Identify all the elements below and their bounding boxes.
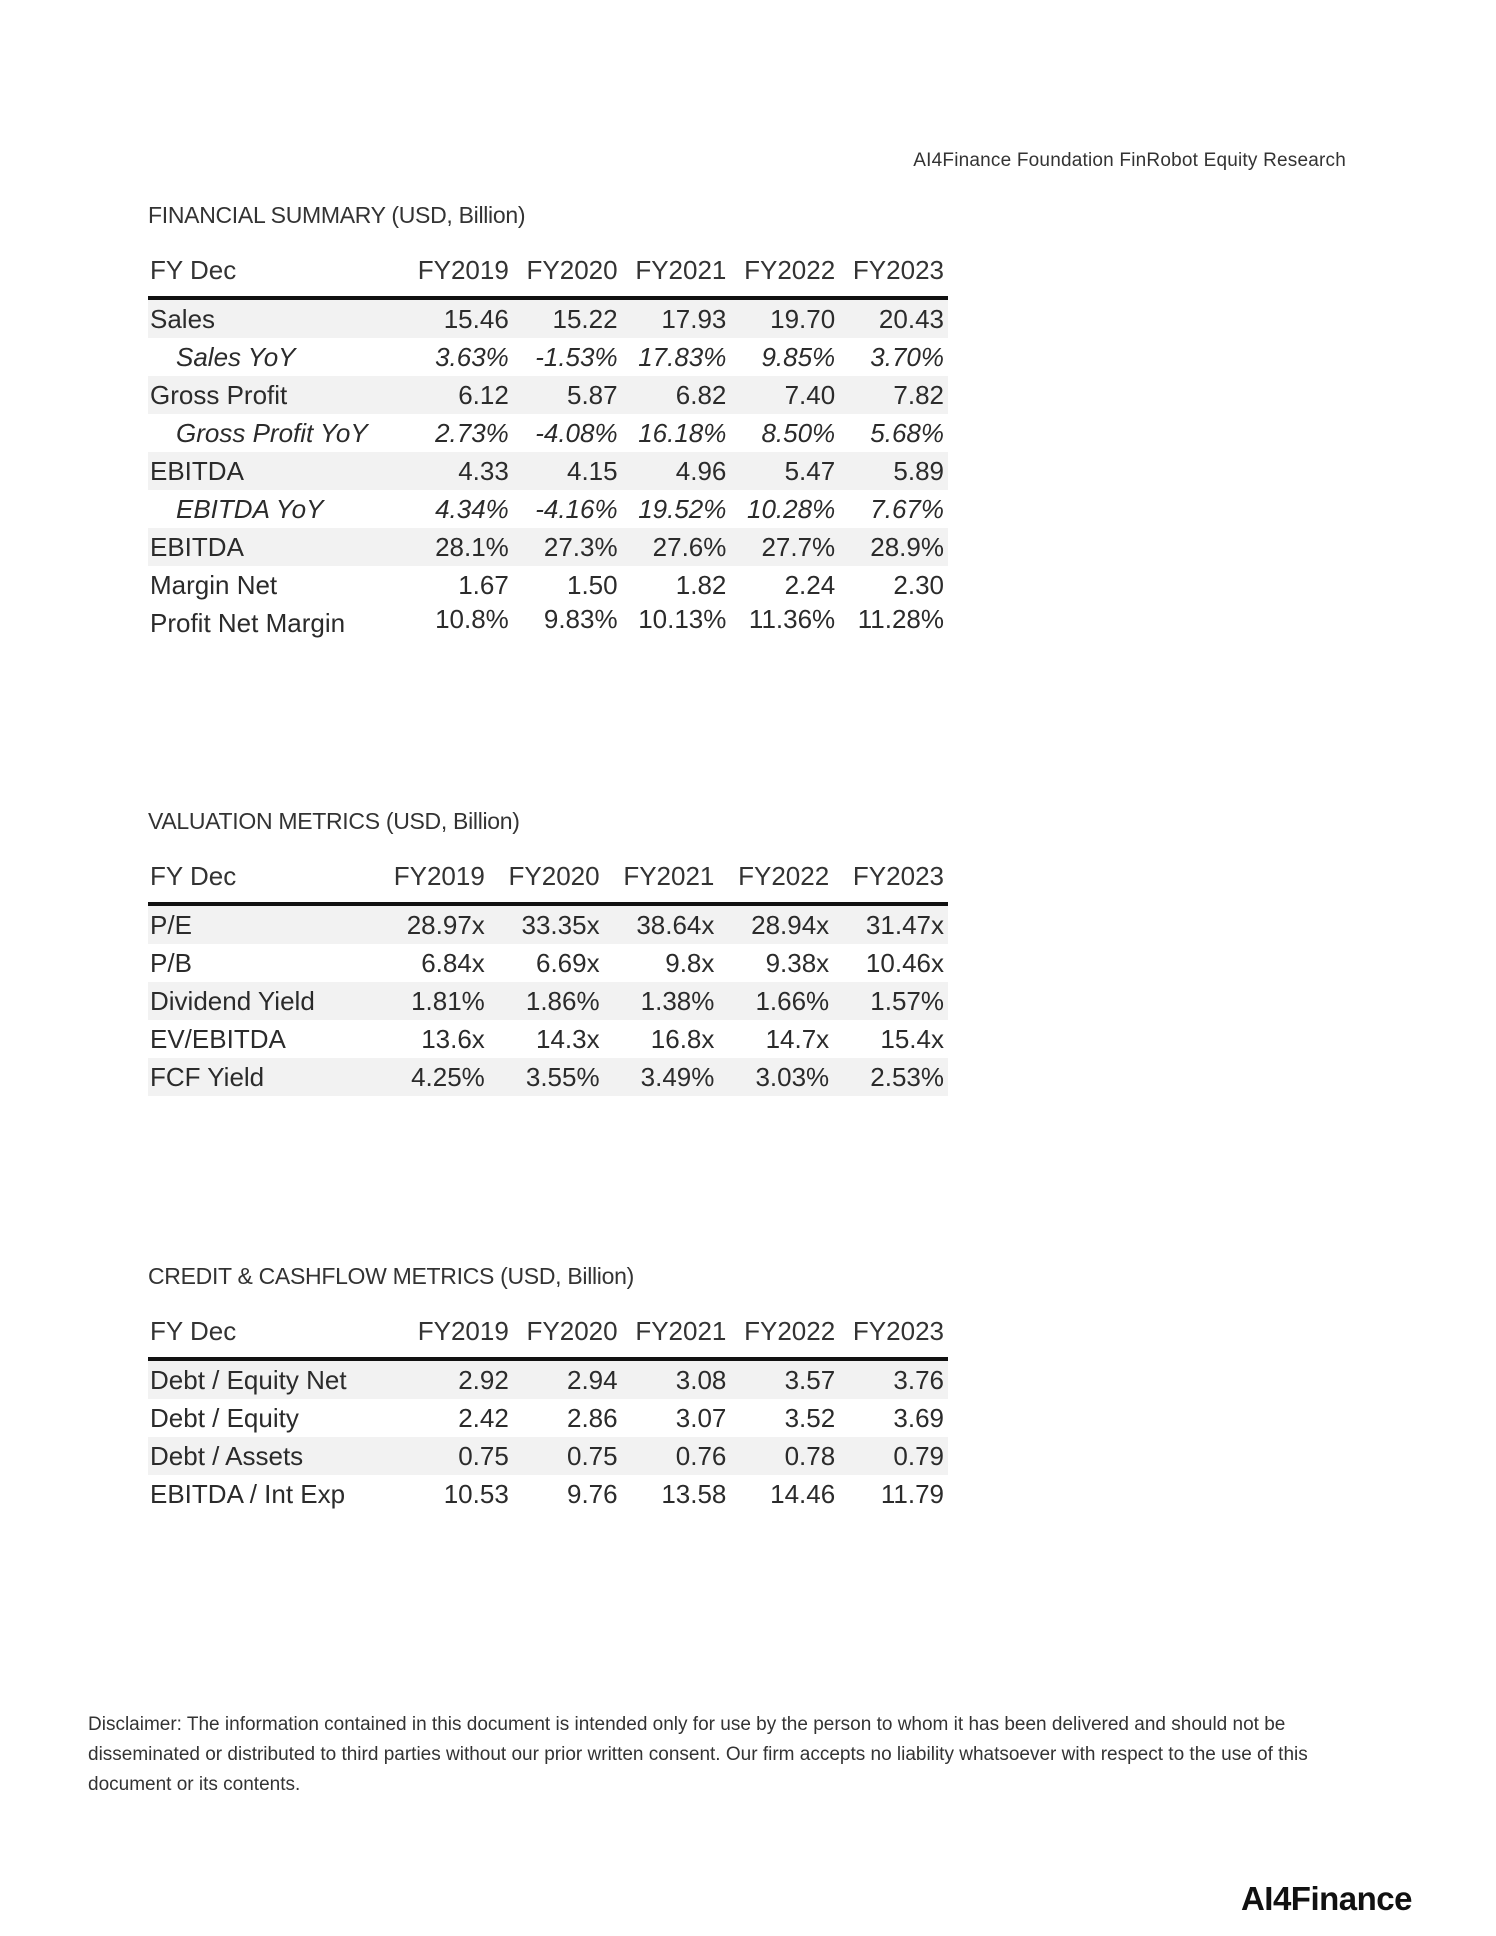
table-cell: 20.43 <box>839 298 948 338</box>
table-cell: 5.68% <box>870 417 944 448</box>
table-cell: 10.53 <box>443 1478 509 1509</box>
column-header: FY2022 <box>730 1308 839 1359</box>
table-cell: 3.69 <box>893 1402 944 1433</box>
table-row <box>148 1475 948 1513</box>
table-cell: 16.8x <box>650 1023 715 1054</box>
table-header-row <box>148 853 948 904</box>
column-header: FY2023 <box>833 853 948 904</box>
table-cell: 13.58 <box>661 1478 727 1509</box>
table-cell: 28.9% <box>839 528 948 566</box>
table-cell: 2.53% <box>833 1058 948 1096</box>
column-header: FY2020 <box>513 247 622 298</box>
table-cell: 3.03% <box>718 1058 833 1096</box>
table-cell: 4.15 <box>513 452 622 490</box>
row-label: Gross Profit YoY <box>176 417 368 448</box>
table-row <box>148 414 948 452</box>
row-label: Margin Net <box>150 569 278 600</box>
table-cell: 1.67 <box>458 569 509 600</box>
section-title: VALUATION METRICS (USD, Billion) <box>148 808 520 834</box>
table-cell: 10.46x <box>865 947 944 978</box>
table-cell: 10.8% <box>435 604 509 634</box>
table-cell: 38.64x <box>604 904 719 944</box>
table-cell: 16.18% <box>638 417 727 448</box>
row-label: P/E <box>148 904 374 944</box>
table-header-row <box>148 247 948 298</box>
table-cell: 2.24 <box>784 569 836 600</box>
row-label: Debt / Assets <box>148 1437 404 1475</box>
table-cell: 3.76 <box>839 1359 948 1399</box>
table-row <box>148 1437 948 1475</box>
row-label: EBITDA / Int Exp <box>150 1478 346 1509</box>
table-cell: 11.79 <box>880 1478 944 1509</box>
table-row <box>148 1399 948 1437</box>
table-cell: 0.78 <box>730 1437 839 1475</box>
table-cell: 14.7x <box>765 1023 830 1054</box>
table-cell: 9.38x <box>765 947 830 978</box>
table-cell: 13.6x <box>421 1023 485 1054</box>
section-title: CREDIT & CASHFLOW METRICS (USD, Billion) <box>148 1263 634 1289</box>
table-cell: 9.8x <box>665 947 715 978</box>
table-cell: 3.07 <box>675 1402 727 1433</box>
table-cell: -4.08% <box>535 417 618 448</box>
table-cell: 19.70 <box>730 298 839 338</box>
table-cell: 15.4x <box>880 1023 944 1054</box>
table-row <box>148 1359 948 1399</box>
table-cell: 28.94x <box>718 904 833 944</box>
table-cell: -1.53% <box>535 341 618 372</box>
column-header: FY2021 <box>604 853 719 904</box>
table-cell: 5.47 <box>730 452 839 490</box>
row-label: EBITDA <box>148 452 404 490</box>
table-cell: 4.34% <box>435 493 509 524</box>
column-header: FY2019 <box>404 1308 513 1359</box>
valuation-metrics-table <box>148 853 948 1096</box>
row-label: EBITDA <box>148 528 404 566</box>
column-header: FY2023 <box>839 1308 948 1359</box>
table-cell: 11.28% <box>857 604 944 634</box>
table-cell: 6.69x <box>535 947 600 978</box>
table-cell: 0.79 <box>839 1437 948 1475</box>
table-cell: 1.66% <box>718 982 833 1020</box>
table-cell: 27.3% <box>513 528 622 566</box>
table-cell: 31.47x <box>833 904 948 944</box>
column-header: FY2022 <box>718 853 833 904</box>
column-header: FY2019 <box>404 247 513 298</box>
table-cell: 27.7% <box>730 528 839 566</box>
table-cell: 2.92 <box>404 1359 513 1399</box>
table-cell: 33.35x <box>489 904 604 944</box>
column-header: FY2019 <box>374 853 489 904</box>
table-cell: 0.75 <box>404 1437 513 1475</box>
table-cell: 28.1% <box>404 528 513 566</box>
table-cell: 15.46 <box>404 298 513 338</box>
table-cell: 3.08 <box>622 1359 731 1399</box>
table-cell: 5.89 <box>839 452 948 490</box>
table-row <box>148 566 948 604</box>
credit-cashflow-table <box>148 1308 948 1513</box>
table-cell: 6.12 <box>404 376 513 414</box>
section-title: FINANCIAL SUMMARY (USD, Billion) <box>148 202 526 228</box>
table-cell: 17.83% <box>638 341 727 372</box>
table-cell: 19.52% <box>638 493 727 524</box>
table-cell: -4.16% <box>535 493 618 524</box>
table-cell: 2.94 <box>513 1359 622 1399</box>
column-header: FY2020 <box>489 853 604 904</box>
column-header: FY Dec <box>148 247 404 298</box>
table-cell: 14.3x <box>535 1023 600 1054</box>
table-cell: 28.97x <box>374 904 489 944</box>
table-row <box>148 338 948 376</box>
table-cell: 7.82 <box>839 376 948 414</box>
table-cell: 5.87 <box>513 376 622 414</box>
table-header-row <box>148 1308 948 1359</box>
table-row <box>148 376 948 414</box>
column-header: FY2022 <box>730 247 839 298</box>
table-cell: 1.50 <box>566 569 618 600</box>
financial-summary-section <box>148 202 948 642</box>
table-cell: 7.67% <box>870 493 944 524</box>
table-cell: 1.86% <box>489 982 604 1020</box>
column-header: FY2020 <box>513 1308 622 1359</box>
table-cell: 4.25% <box>374 1058 489 1096</box>
table-cell: 1.57% <box>833 982 948 1020</box>
table-cell: 2.42 <box>458 1402 509 1433</box>
table-row <box>148 1058 948 1096</box>
table-cell: 4.33 <box>404 452 513 490</box>
table-cell: 8.50% <box>761 417 836 448</box>
table-row <box>148 490 948 528</box>
column-header: FY2023 <box>839 247 948 298</box>
row-label: FCF Yield <box>148 1058 374 1096</box>
table-cell: 1.38% <box>604 982 719 1020</box>
table-cell: 2.30 <box>893 569 944 600</box>
table-cell: 10.28% <box>747 493 836 524</box>
table-row <box>148 452 948 490</box>
row-label: Gross Profit <box>148 376 404 414</box>
table-cell: 6.84x <box>421 947 485 978</box>
table-cell: 9.83% <box>543 604 618 634</box>
table-cell: 1.82 <box>675 569 727 600</box>
row-label: EV/EBITDA <box>150 1023 286 1054</box>
column-header: FY2021 <box>622 1308 731 1359</box>
row-label: Profit Net Margin <box>150 608 346 638</box>
table-cell: 4.96 <box>622 452 731 490</box>
table-cell: 3.55% <box>489 1058 604 1096</box>
financial-summary-table <box>148 247 948 642</box>
table-cell: 10.13% <box>638 604 727 634</box>
row-label: Sales <box>148 298 404 338</box>
table-cell: 3.49% <box>604 1058 719 1096</box>
row-label: P/B <box>150 947 192 978</box>
table-cell: 3.70% <box>870 341 944 372</box>
table-cell: 3.52 <box>784 1402 836 1433</box>
table-cell: 3.63% <box>435 341 509 372</box>
table-cell: 3.57 <box>730 1359 839 1399</box>
column-header: FY Dec <box>148 1308 404 1359</box>
row-label: Dividend Yield <box>148 982 374 1020</box>
table-cell: 27.6% <box>622 528 731 566</box>
table-row <box>148 528 948 566</box>
report-header: AI4Finance Foundation FinRobot Equity Research <box>913 150 1346 171</box>
table-row <box>148 1020 948 1058</box>
table-row <box>148 982 948 1020</box>
table-cell: 17.93 <box>622 298 731 338</box>
table-row <box>148 904 948 944</box>
table-row <box>148 944 948 982</box>
table-cell: 1.81% <box>374 982 489 1020</box>
disclaimer-text: Disclaimer: The information contained in this document is intended only for use by the person to whom it has been delivered and should not be disseminated or distributed to third parties without our prior written consent. Our firm accepts no liability whatsoever with respect to the use of this document or its contents. <box>88 1714 1308 1795</box>
table-cell: 0.75 <box>513 1437 622 1475</box>
table-row <box>148 298 948 338</box>
column-header: FY Dec <box>148 853 374 904</box>
brand-logo: AI4Finance <box>1240 1880 1412 1917</box>
column-header: FY2021 <box>622 247 731 298</box>
table-row <box>148 604 948 642</box>
table-cell: 11.36% <box>748 604 836 634</box>
table-cell: 2.86 <box>566 1402 618 1433</box>
table-cell: 7.40 <box>730 376 839 414</box>
row-label: Debt / Equity <box>150 1402 299 1433</box>
row-label: Debt / Equity Net <box>148 1359 404 1399</box>
table-cell: 6.82 <box>622 376 731 414</box>
table-cell: 9.76 <box>566 1478 618 1509</box>
row-label: Sales YoY <box>176 341 296 372</box>
valuation-metrics-section <box>148 808 948 1096</box>
credit-cashflow-section <box>148 1263 948 1513</box>
table-cell: 2.73% <box>435 417 509 448</box>
table-cell: 9.85% <box>761 341 836 372</box>
table-cell: 0.76 <box>622 1437 731 1475</box>
table-cell: 14.46 <box>770 1478 836 1509</box>
table-cell: 15.22 <box>513 298 622 338</box>
row-label: EBITDA YoY <box>176 493 324 524</box>
